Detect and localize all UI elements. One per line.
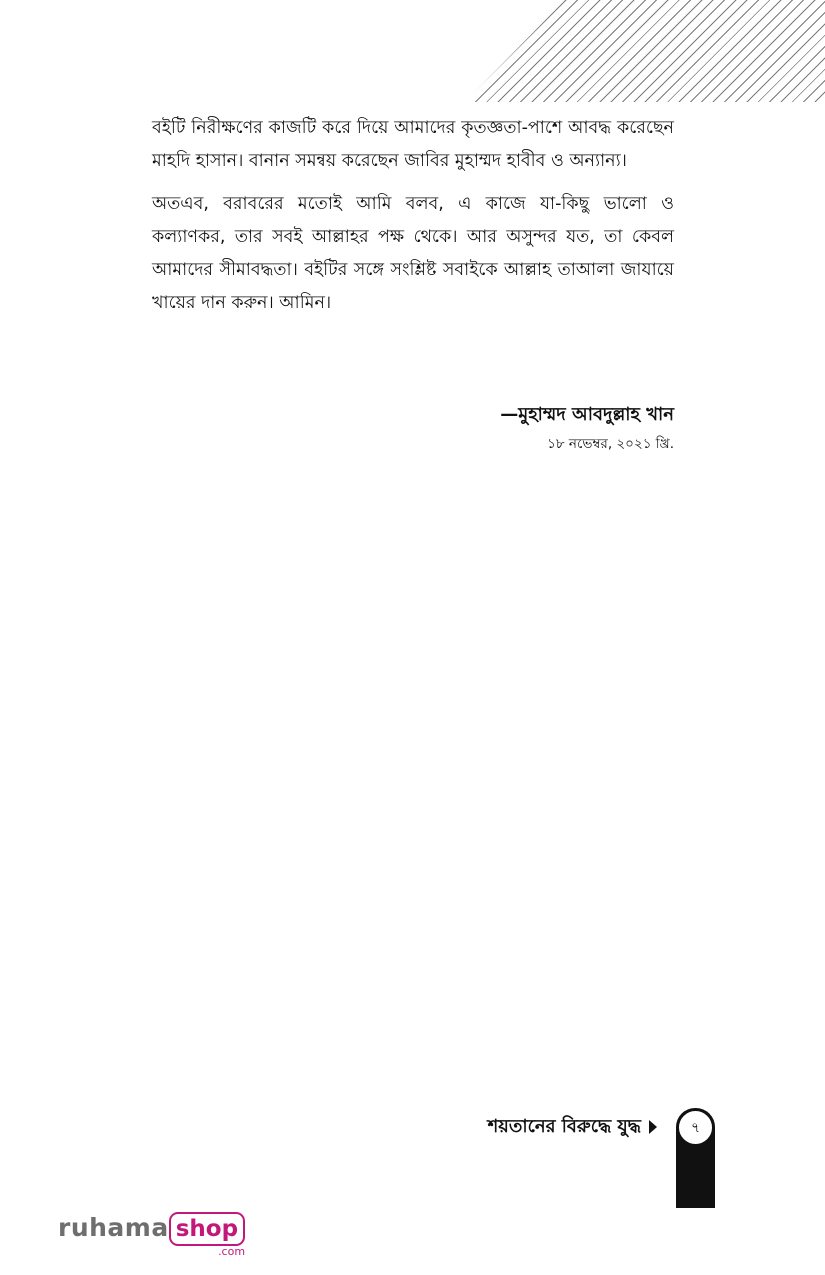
signature-block (500, 400, 674, 456)
logo-brand-text: ruhama (58, 1213, 169, 1242)
hatched-corner-decoration (465, 0, 825, 102)
watermark-logo (58, 1210, 245, 1258)
body-text (152, 112, 674, 330)
signature-date: ১৮ নভেম্বর, ২০২১ খ্রি. (547, 436, 674, 452)
page-number: ৭ (678, 1110, 713, 1145)
running-footer (488, 1113, 657, 1141)
author-signature: —মুহাম্মদ আবদুল্লাহ খান (500, 404, 674, 425)
paragraph-closing: অতএব, বরাবরের মতোই আমি বলব, এ কাজে যা-কিছু ভালো ও কল্যাণকর, তার সবই আল্লাহর পক্ষ থেকে। আর অসুন্দর যত, তা কেবল আমাদের সীমাবদ্ধতা। বইটির সঙ্গে সংশ্লিষ্ট সবাইকে আল্লাহ তাআলা জাযায়ে খায়ের দান করুন। আমিন। (152, 194, 674, 313)
logo-shop-group (169, 1210, 245, 1258)
logo-domain: .com (218, 1245, 246, 1258)
logo-shop-badge: shop (169, 1212, 245, 1246)
book-title: শয়তানের বিরুদ্ধে যুদ্ধ (487, 1116, 641, 1137)
paragraph-acknowledgement: বইটি নিরীক্ষণের কাজটি করে দিয়ে আমাদের কৃতজ্ঞতা-পাশে আবদ্ধ করেছেন মাহদি হাসান। বানান সমন্বয় করেছেন জাবির মুহাম্মদ হাবীব ও অন্যান্য। (152, 118, 674, 171)
triangle-arrow-icon (649, 1120, 657, 1134)
